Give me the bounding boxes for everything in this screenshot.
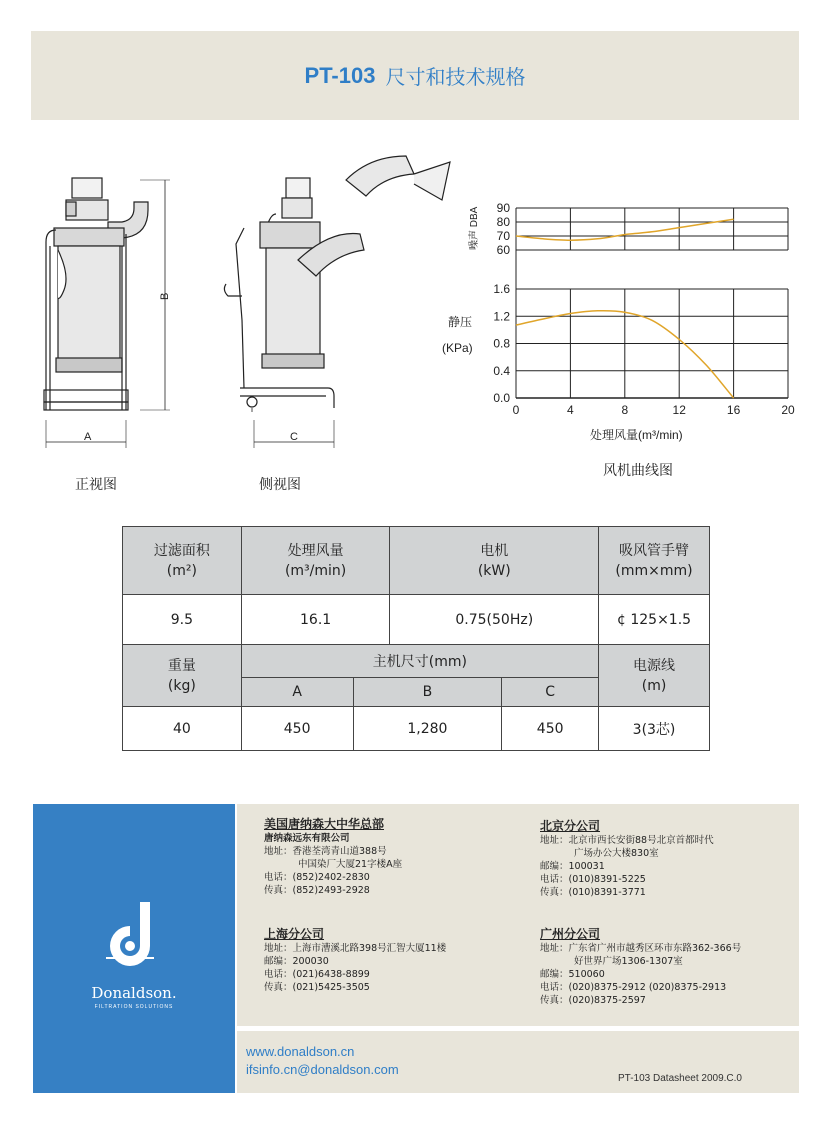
brand-tagline: FILTRATION SOLUTIONS [94,1004,174,1010]
pressure-tick-label: 1.2 [493,309,510,324]
table-row [123,645,710,678]
pressure-axis-label-2: (KPa) [442,341,473,355]
pressure-grid [516,289,788,398]
header-arm: 吸风管手臂 (mm×mm) [599,527,710,595]
side-view-drawing [224,156,450,448]
front-view-drawing [44,178,170,448]
chart-caption: 风机曲线图 [603,463,673,479]
pressure-axis-label-1: 静压 [448,315,473,329]
fan-curve-chart [440,190,810,490]
technical-drawings [30,150,473,490]
office-name: 美国唐纳森大中华总部 [264,817,385,831]
value-area: 9.5 [123,595,242,645]
x-axis-label: 处理风量(m³/min) [590,428,683,442]
office-hq: 美国唐纳森大中华总部 唐纳森远东有限公司 地址：香港荃湾青山道388号 中国染厂大厦21字楼A座 电话：(852)2402-2830 传真：(852)2493-2928 [264,817,403,896]
noise-tick-label: 70 [496,229,510,243]
noise-tick-label: 90 [496,201,510,215]
pressure-tick-label: 0.4 [493,363,510,378]
office-beijing: 北京分公司 地址：北京市西长安街88号北京首都时代 广场办公大楼830室 邮编：100031 电话：(010)8391-5225 传真：(010)8391-3771 [540,819,714,898]
pressure-tick-label: 0.0 [493,391,510,405]
x-axis-ticks [513,403,795,417]
header-weight: 重量 (kg) [123,645,242,707]
office-guangzhou: 广州分公司 地址：广东省广州市越秀区环市东路362-366号 好世界广场1306-1307室 邮编：510060 电话：(020)8375-2912 (020)8375-2913 传真：(020)8375-2597 [540,927,742,1006]
website-link[interactable]: www.donaldson.cn [246,1044,355,1059]
office-shanghai: 上海分公司 地址：上海市漕溪北路398号汇智大厦11楼 邮编：200030 电话：(021)6438-8899 传真：(021)5425-3505 [264,927,447,993]
email-link[interactable]: ifsinfo.cn@donaldson.com [246,1062,399,1077]
dim-c-label: C [290,431,298,443]
datasheet-id: PT-103 Datasheet 2009.C.0 [618,1073,742,1084]
noise-tick-label: 60 [496,243,510,257]
value-weight: 40 [123,707,242,751]
brand-name: Donaldson. [91,984,177,1002]
page-header [31,31,799,120]
header-motor: 电机 (kW) [390,527,599,595]
table-row [123,527,710,595]
noise-grid [516,208,788,289]
office-name: 广州分公司 [540,927,601,941]
pressure-y-ticks [493,282,510,405]
value-dim-b: 1,280 [353,707,502,751]
table-row [123,707,710,751]
page-title: 尺寸和技术规格 [385,65,526,89]
front-view-label: 正视图 [75,477,117,493]
value-dim-c: 450 [502,707,599,751]
office-name: 北京分公司 [540,819,601,833]
dim-a-label: A [84,431,92,443]
product-code: PT-103 [304,62,376,88]
x-tick-label: 8 [621,403,629,417]
noise-y-ticks [497,201,511,257]
header-dim-c: C [502,678,599,707]
pressure-tick-label: 1.6 [493,282,510,296]
noise-axis-label: 噪声 DBA [469,206,480,250]
value-arm: ¢ 125×1.5 [599,595,710,645]
value-flow: 16.1 [241,595,390,645]
header-area: 过滤面积 (m²) [123,527,242,595]
header-size: 主机尺寸(mm) [241,645,598,678]
header-dim-b: B [353,678,502,707]
brand-panel [33,804,235,1093]
value-cable: 3(3芯) [599,707,710,751]
table-row [123,595,710,645]
x-tick-label: 12 [672,403,686,417]
donaldson-logo-icon [104,902,164,966]
office-name: 上海分公司 [264,927,325,941]
value-motor: 0.75(50Hz) [390,595,599,645]
spec-table [122,526,710,751]
header-dim-a: A [241,678,353,707]
header-cable: 电源线 (m) [599,645,710,707]
side-view-label: 侧视图 [259,477,301,493]
pressure-tick-label: 0.8 [493,336,510,351]
x-tick-label: 20 [781,403,795,417]
dim-b-label: B [159,292,171,300]
x-tick-label: 4 [567,403,574,417]
header-flow: 处理风量 (m³/min) [241,527,390,595]
value-dim-a: 450 [241,707,353,751]
x-tick-label: 16 [726,403,741,417]
x-tick-label: 0 [512,403,520,417]
noise-tick-label: 80 [496,215,510,229]
